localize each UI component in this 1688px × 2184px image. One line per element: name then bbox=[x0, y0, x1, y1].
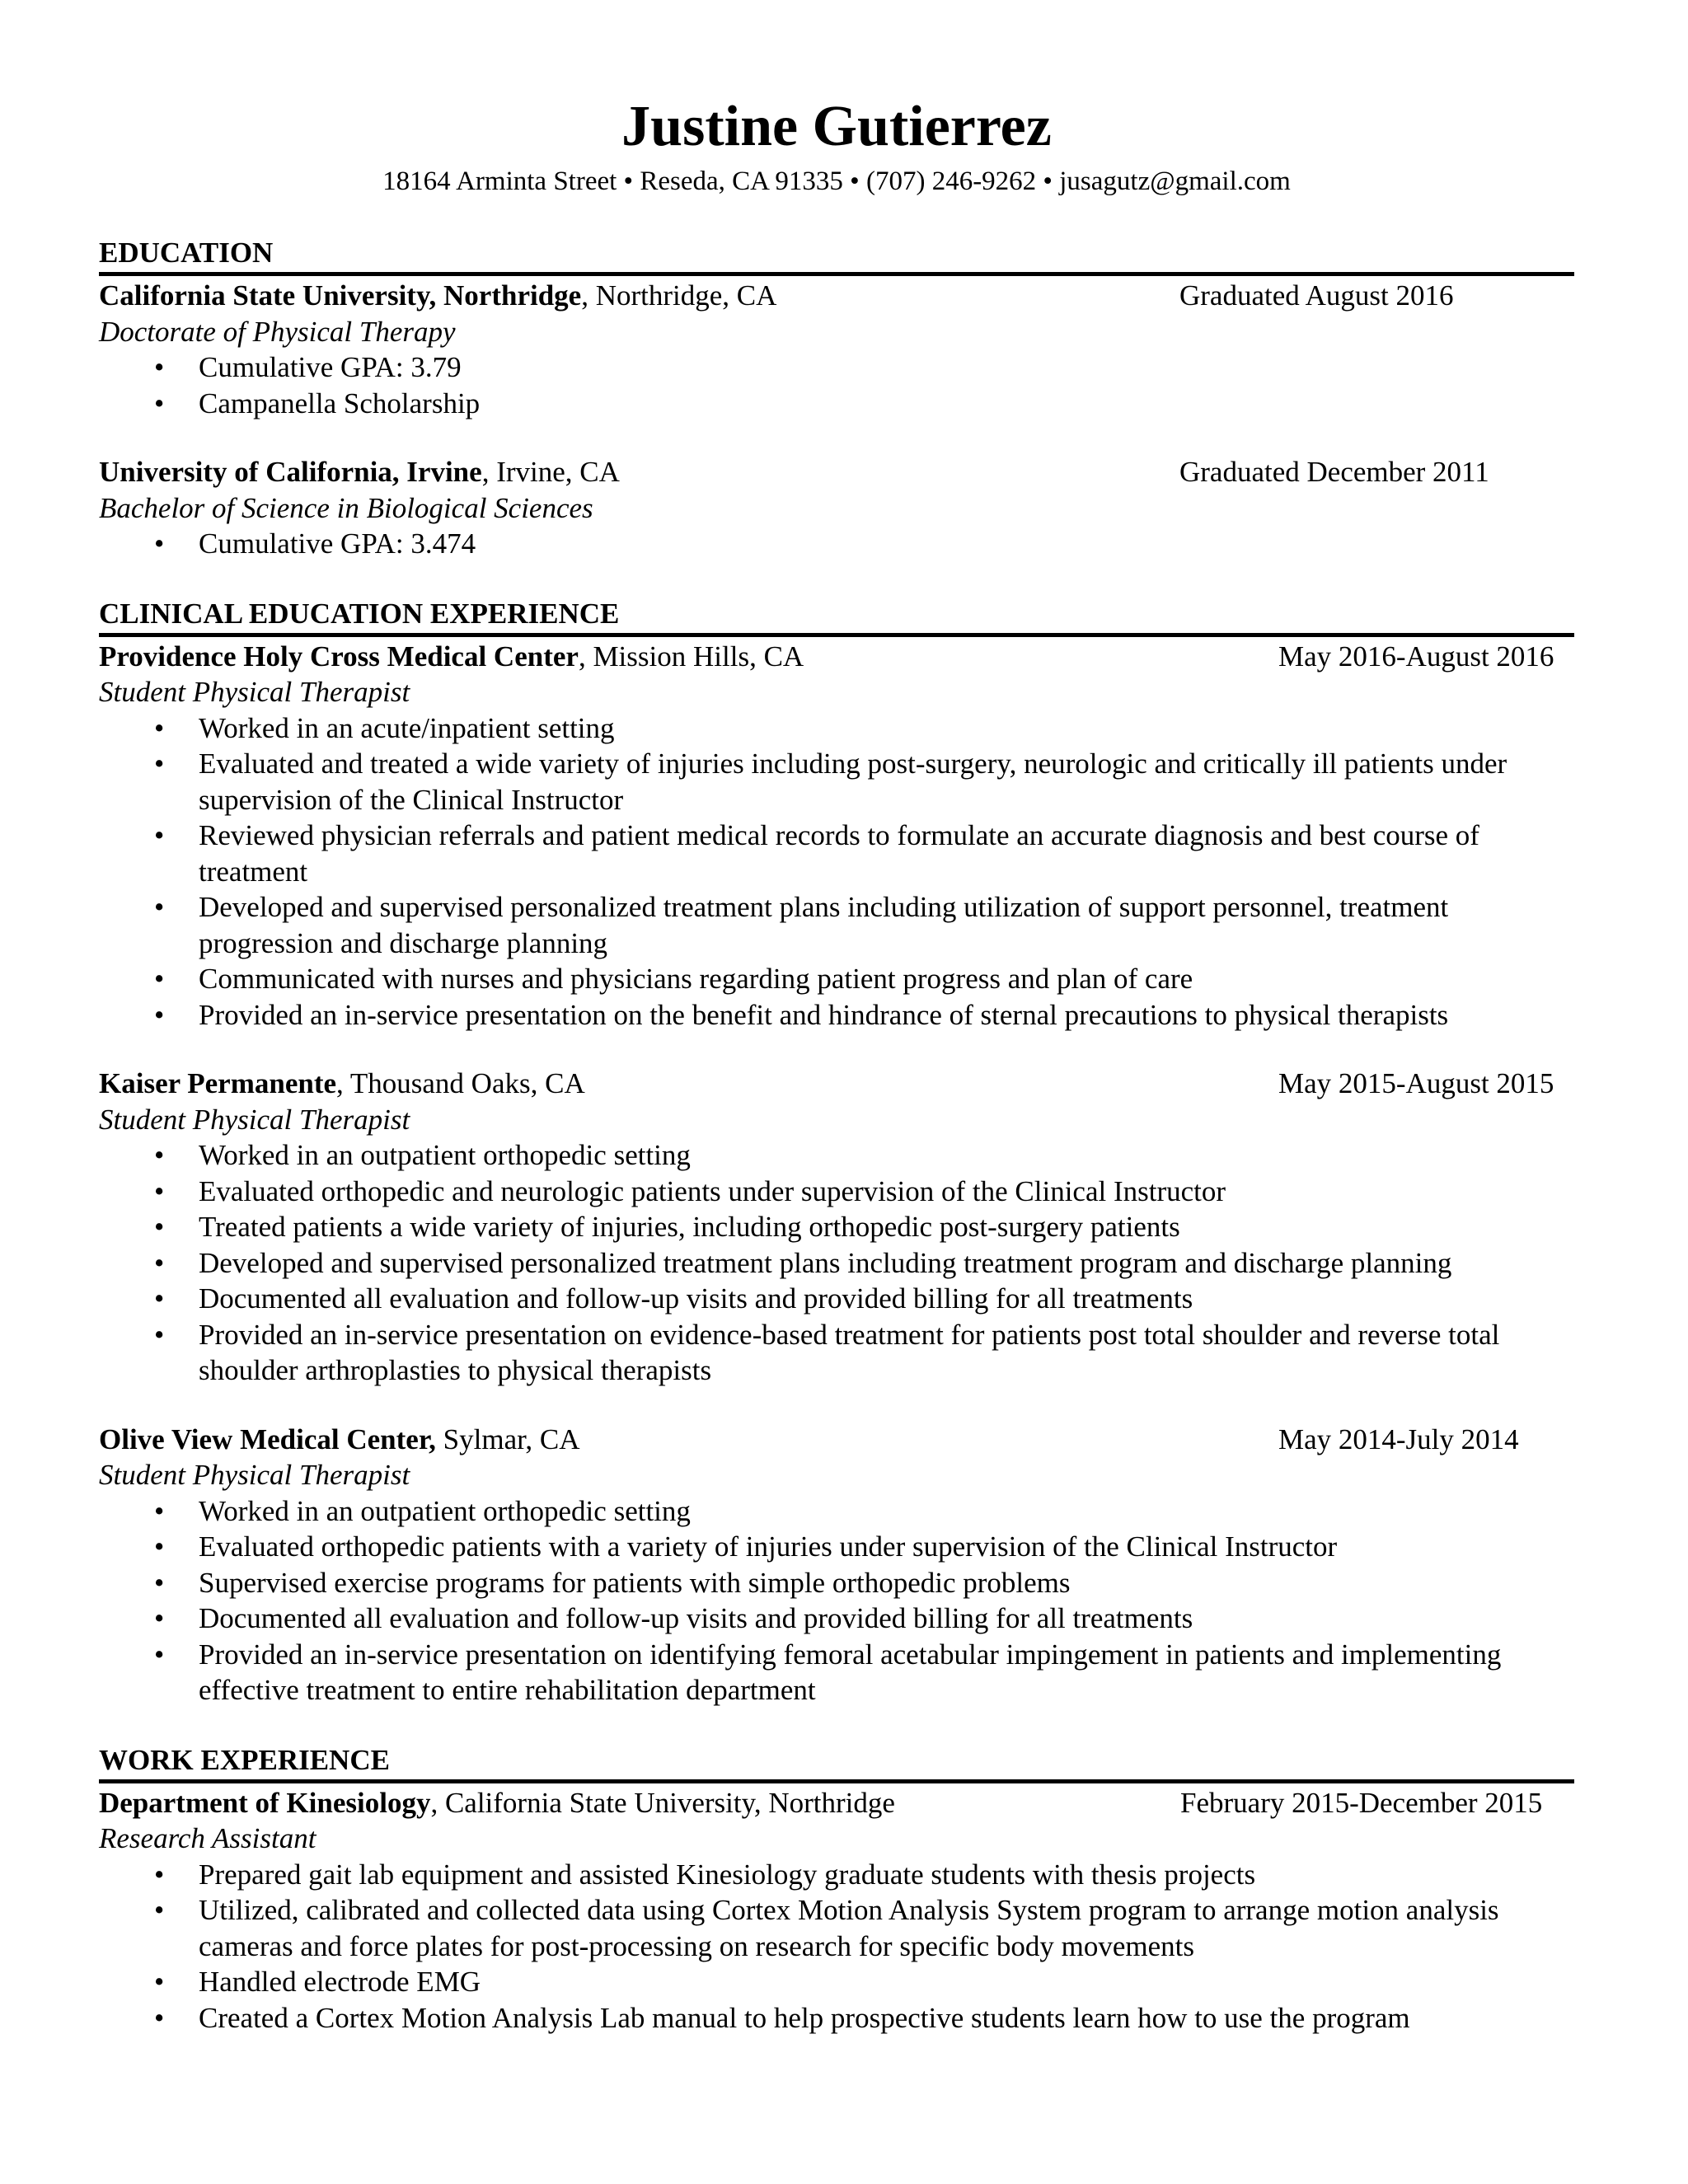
entry-date: May 2015-August 2015 bbox=[1278, 1067, 1554, 1099]
resume-name: Justine Gutierrez bbox=[621, 95, 1052, 158]
entry-organization: Providence Holy Cross Medical Center bbox=[99, 640, 579, 673]
entry-organization: University of California, Irvine bbox=[99, 456, 482, 488]
bullet-list bbox=[99, 710, 1574, 1033]
bullet-icon: • bbox=[154, 1530, 165, 1563]
bullet-item: • Reviewed physician referrals and patient medical records to formulate an accurate diagnosis and best course of treatment bbox=[154, 819, 1479, 888]
bullet-item: • Cumulative GPA: 3.474 bbox=[99, 526, 1574, 562]
section-title-clinical: CLINICAL EDUCATION EXPERIENCE bbox=[99, 597, 620, 630]
entry-date: May 2014-July 2014 bbox=[1278, 1422, 1519, 1455]
clinical-entry bbox=[99, 1422, 1574, 1708]
bullet-list bbox=[99, 526, 1574, 562]
bullet-item: • Supervised exercise programs for patients with simple orthopedic problems bbox=[99, 1565, 1574, 1601]
section-divider bbox=[99, 272, 1574, 276]
bullet-item: • Worked in an outpatient orthopedic setting bbox=[99, 1493, 1574, 1530]
bullet-item: • Documented all evaluation and follow-up visits and provided billing for all treatments bbox=[99, 1601, 1574, 1637]
bullet-list bbox=[99, 1137, 1574, 1389]
section-divider bbox=[99, 633, 1574, 637]
entry-header bbox=[99, 1785, 1574, 1821]
bullet-icon: • bbox=[154, 1318, 165, 1351]
bullet-icon: • bbox=[154, 387, 165, 419]
bullet-icon: • bbox=[154, 711, 165, 744]
entry-location: , Mission Hills, CA bbox=[578, 640, 804, 673]
contact-info: 18164 Arminta Street • Reseda, CA 91335 • (707) 246-9262 • jusagutz@gmail.com bbox=[382, 166, 1291, 196]
bullet-icon: • bbox=[154, 963, 165, 995]
bullet-icon: • bbox=[154, 1246, 165, 1279]
bullet-icon: • bbox=[154, 2001, 165, 2034]
work-entry bbox=[99, 1785, 1574, 2036]
bullet-item: • Evaluated and treated a wide variety of injuries including post-surgery, neurologic and critically ill patients under supervision of the Clinical Instructor bbox=[154, 748, 1507, 816]
entry-organization: Department of Kinesiology bbox=[99, 1786, 431, 1819]
bullet-icon: • bbox=[154, 1566, 165, 1599]
bullet-item: • Handled electrode EMG bbox=[99, 1964, 1574, 2000]
bullet-icon: • bbox=[154, 1966, 165, 1998]
education-entry bbox=[99, 278, 1574, 421]
entry-location: , California State University, Northridge bbox=[430, 1786, 895, 1819]
bullet-icon: • bbox=[154, 1282, 165, 1315]
bullet-item: • Documented all evaluation and follow-up visits and provided billing for all treatments bbox=[99, 1281, 1574, 1317]
entry-location: , Irvine, CA bbox=[481, 456, 620, 488]
bullet-list bbox=[99, 1493, 1574, 1708]
bullet-icon: • bbox=[154, 1174, 165, 1207]
entry-role: Doctorate of Physical Therapy bbox=[99, 315, 456, 348]
education-section bbox=[99, 234, 1574, 562]
bullet-item: • Developed and supervised personalized treatment plans including utilization of support personnel, treatment progression and discharge planning bbox=[154, 891, 1449, 959]
entry-header bbox=[99, 1422, 1574, 1458]
bullet-icon: • bbox=[154, 1638, 165, 1671]
resume-page bbox=[99, 92, 1574, 2069]
entry-header bbox=[99, 1066, 1574, 1102]
bullet-item: • Utilized, calibrated and collected data using Cortex Motion Analysis System program to arrange motion analysis cameras and force plates for post-processing on research for specific body movements bbox=[154, 1894, 1499, 1962]
bullet-icon: • bbox=[154, 998, 165, 1031]
clinical-entry bbox=[99, 1066, 1574, 1389]
entry-role: Research Assistant bbox=[99, 1822, 316, 1854]
clinical-entry bbox=[99, 639, 1574, 1033]
bullet-icon: • bbox=[154, 1211, 165, 1243]
bullet-item: • Evaluated orthopedic and neurologic patients under supervision of the Clinical Instructor bbox=[99, 1174, 1574, 1210]
entry-date: Graduated August 2016 bbox=[1179, 279, 1454, 312]
section-title-work: WORK EXPERIENCE bbox=[99, 1743, 390, 1776]
bullet-item: • Campanella Scholarship bbox=[99, 386, 1574, 422]
section-title-education: EDUCATION bbox=[99, 237, 274, 269]
bullet-icon: • bbox=[154, 1139, 165, 1171]
bullet-item: • Provided an in-service presentation on identifying femoral acetabular impingement in patients and implementing effective treatment to entire rehabilitation department bbox=[154, 1638, 1502, 1706]
entry-role: Student Physical Therapist bbox=[99, 1459, 410, 1491]
bullet-item: • Worked in an outpatient orthopedic setting bbox=[99, 1137, 1574, 1174]
bullet-icon: • bbox=[154, 1494, 165, 1527]
section-divider bbox=[99, 1779, 1574, 1783]
bullet-item: • Prepared gait lab equipment and assisted Kinesiology graduate students with thesis projects bbox=[99, 1857, 1574, 1893]
entry-header bbox=[99, 278, 1574, 314]
entry-header bbox=[99, 639, 1574, 675]
bullet-item: • Treated patients a wide variety of injuries, including orthopedic post-surgery patients bbox=[99, 1209, 1574, 1245]
bullet-list bbox=[99, 349, 1574, 421]
bullet-item: • Worked in an acute/inpatient setting bbox=[99, 710, 1574, 747]
bullet-icon: • bbox=[154, 748, 165, 780]
entry-organization: Olive View Medical Center, bbox=[99, 1422, 436, 1455]
entry-location: Sylmar, CA bbox=[435, 1422, 580, 1455]
bullet-item: • Developed and supervised personalized treatment plans including treatment program and discharge planning bbox=[99, 1245, 1574, 1282]
work-section bbox=[99, 1741, 1574, 2036]
bullet-icon: • bbox=[154, 1602, 165, 1634]
clinical-section bbox=[99, 595, 1574, 1708]
entry-date: Graduated December 2011 bbox=[1179, 456, 1489, 488]
bullet-item: • Communicated with nurses and physicians regarding patient progress and plan of care bbox=[99, 961, 1574, 997]
bullet-icon: • bbox=[154, 527, 165, 560]
entry-role: Bachelor of Science in Biological Sciences bbox=[99, 491, 593, 524]
entry-location: , Northridge, CA bbox=[581, 279, 777, 312]
entry-date: May 2016-August 2016 bbox=[1278, 640, 1554, 673]
entry-role: Student Physical Therapist bbox=[99, 1103, 410, 1136]
bullet-item: • Provided an in-service presentation on evidence-based treatment for patients post total shoulder and reverse total shoulder arthroplasties to physical therapists bbox=[154, 1318, 1500, 1386]
bullet-icon: • bbox=[154, 819, 165, 851]
bullet-item: • Created a Cortex Motion Analysis Lab manual to help prospective students learn how to use the program bbox=[99, 2000, 1574, 2036]
bullet-item: • Cumulative GPA: 3.79 bbox=[99, 349, 1574, 386]
bullet-list bbox=[99, 1857, 1574, 2036]
entry-location: , Thousand Oaks, CA bbox=[336, 1067, 585, 1099]
education-entry bbox=[99, 454, 1574, 562]
bullet-item: • Provided an in-service presentation on the benefit and hindrance of sternal precautions to physical therapists bbox=[99, 997, 1574, 1033]
bullet-icon: • bbox=[154, 1894, 165, 1926]
entry-date: February 2015-December 2015 bbox=[1180, 1786, 1543, 1819]
entry-header bbox=[99, 454, 1574, 490]
entry-organization: California State University, Northridge bbox=[99, 279, 582, 312]
entry-role: Student Physical Therapist bbox=[99, 676, 410, 708]
bullet-icon: • bbox=[154, 351, 165, 383]
bullet-icon: • bbox=[154, 1858, 165, 1891]
bullet-icon: • bbox=[154, 891, 165, 923]
entry-organization: Kaiser Permanente bbox=[99, 1067, 337, 1099]
bullet-item: • Evaluated orthopedic patients with a variety of injuries under supervision of the Clinical Instructor bbox=[99, 1529, 1574, 1565]
